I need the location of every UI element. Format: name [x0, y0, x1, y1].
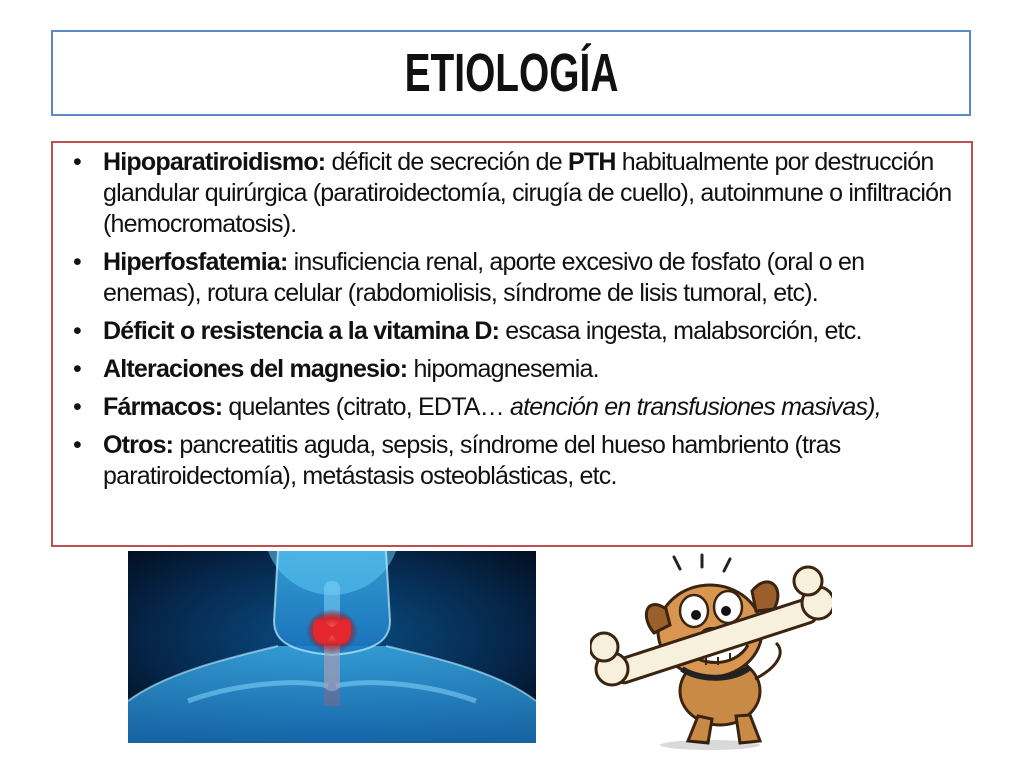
bullet-dot: • — [73, 431, 81, 459]
bullet-dot: • — [73, 148, 81, 176]
bullet-vitamina-d — [67, 316, 959, 347]
bullet-text: insuficiencia renal, aporte excesivo de fosfato (oral o en enemas), rotura celular (rabdomiolisis, síndrome de lisis tumoral, etc). — [103, 248, 865, 307]
slide-title: ETIOLOGÍA — [404, 43, 618, 103]
bullet-term: Hiperfosfatemia: — [103, 248, 288, 276]
bullet-term: Hipoparatiroidismo: — [103, 148, 326, 176]
bullet-dot: • — [73, 355, 81, 383]
bullet-italic: atención en transfusiones masivas), — [510, 393, 881, 421]
cartoon-dog-image — [590, 551, 832, 751]
bullet-text: déficit de secreción de — [325, 148, 568, 176]
bullet-text: pancreatitis aguda, sepsis, síndrome del hueso hambriento (tras paratiroidectomía), metástasis osteoblásticas, etc. — [103, 431, 841, 490]
bullet-term: Otros: — [103, 431, 174, 459]
bullet-list — [67, 147, 959, 492]
bullet-text: escasa ingesta, malabsorción, etc. — [499, 317, 862, 345]
bullet-farmacos — [67, 392, 959, 423]
bullet-hipoparatiroidismo — [67, 147, 959, 240]
bullet-text: hipomagnesemia. — [407, 355, 599, 383]
bullet-dot: • — [73, 248, 81, 276]
bullet-term: Fármacos: — [103, 393, 223, 421]
bullet-text: quelantes (citrato, EDTA… — [222, 393, 511, 421]
title-box — [51, 30, 971, 116]
bullet-bold-pth: PTH — [567, 148, 616, 176]
bullet-hiperfosfatemia — [67, 247, 959, 309]
content-box — [51, 141, 973, 547]
bullet-text: habitualmente por destrucción glandular quirúrgica (paratiroidectomía, cirugía de cuello), autoinmune o infiltración (hemocromatosis). — [103, 148, 952, 238]
bullet-otros — [67, 430, 959, 492]
bullet-term: Alteraciones del magnesio: — [103, 355, 408, 383]
bullet-term: Déficit o resistencia a la vitamina D: — [103, 317, 500, 345]
bullet-dot: • — [73, 393, 81, 421]
thyroid-anatomy-image — [128, 551, 536, 743]
bullet-magnesio — [67, 354, 959, 385]
bullet-dot: • — [73, 317, 81, 345]
